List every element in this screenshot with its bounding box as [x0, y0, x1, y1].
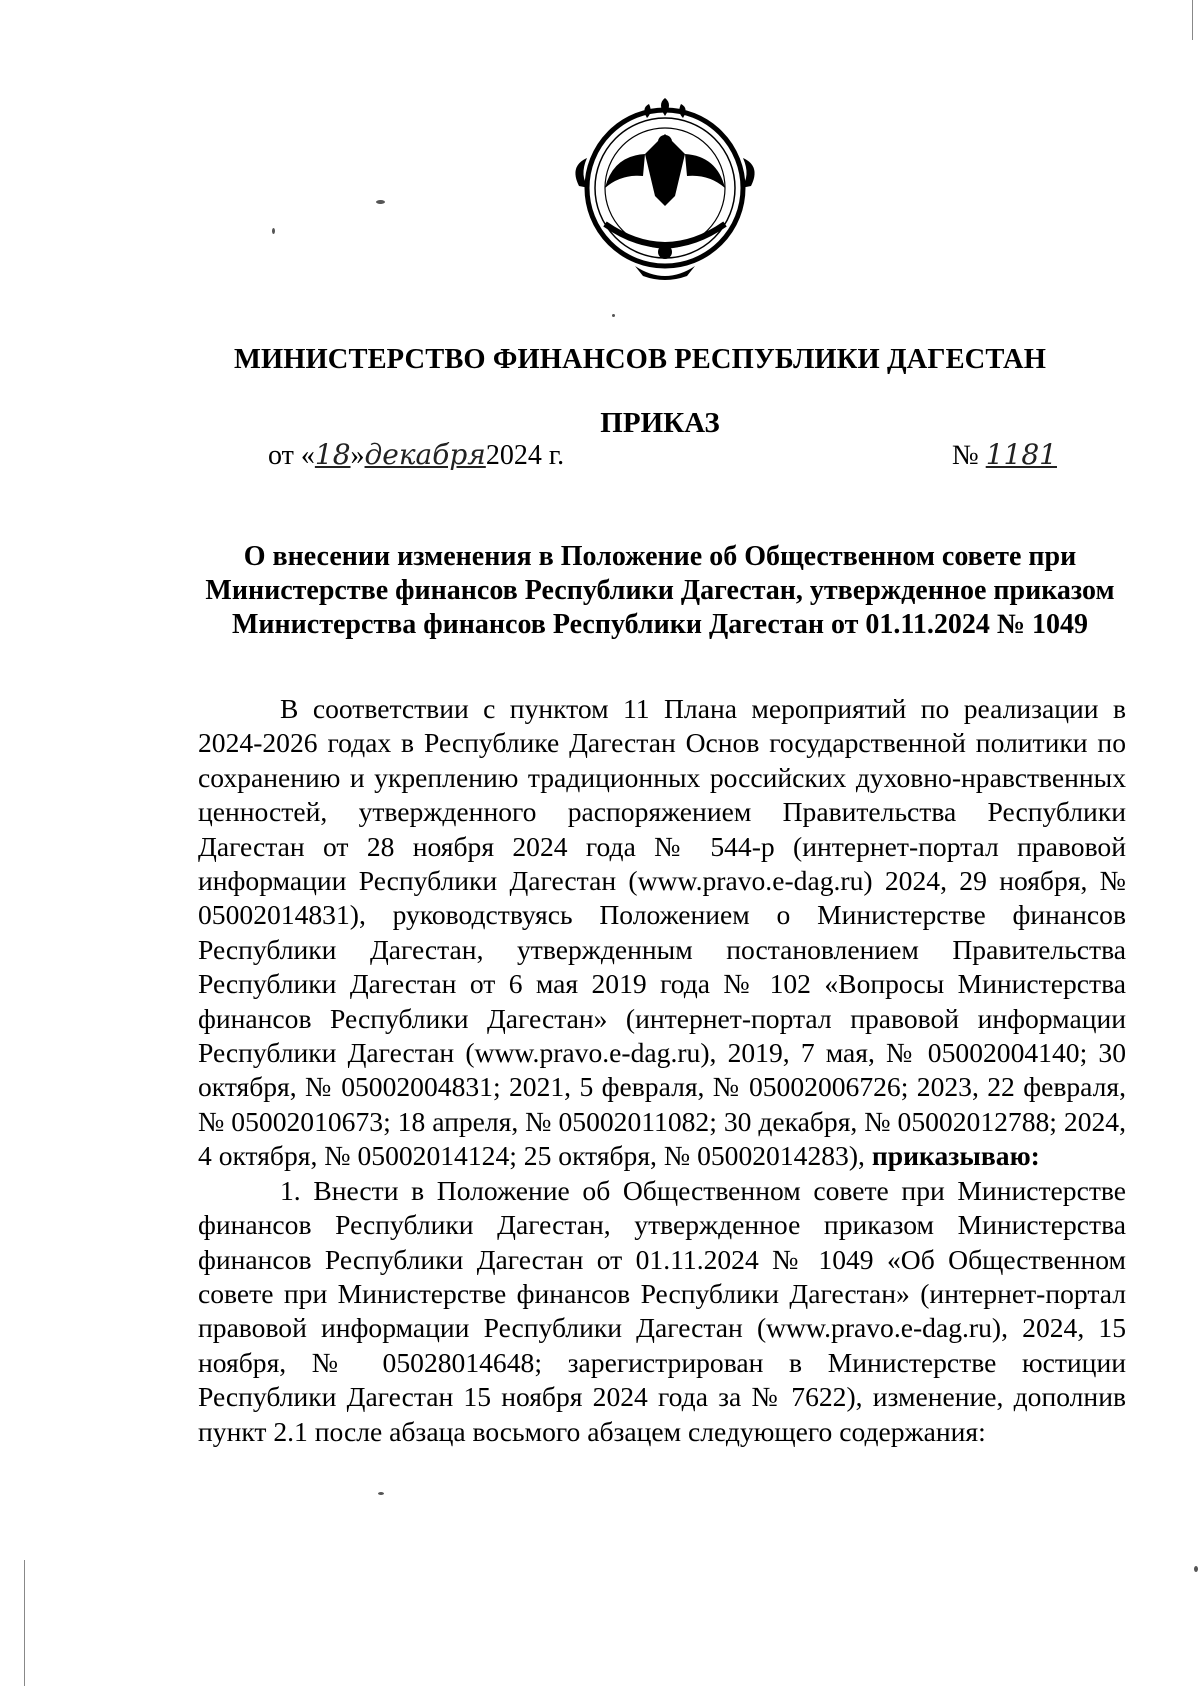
date-day-handwritten: 18 [314, 438, 351, 471]
number-prefix: № [952, 440, 986, 471]
ministry-name: МИНИСТЕРСТВО ФИНАНСОВ РЕСПУБЛИКИ ДАГЕСТАН [233, 344, 1047, 375]
number-value-handwritten: 1181 [985, 438, 1057, 471]
order-date [268, 438, 564, 472]
paragraph-item-1: 1. Внести в Положение об Общественном совете при Министерстве финансов Республики Дагестан, утвержденное приказом Министерства финансов Республики Дагестан от 01.11.2024 № 1049 «Об Общественном совете при Министерстве финансов Республики Дагестан» (интернет-портал правовой информации Республики Дагестан (www.pravo.e-dag.ru), 2024, 15 ноября, № 05028014648; зарегистрирован в Министерстве юстиции Республики Дагестан 15 ноября 2024 года за № 7622), изменение, дополнив пункт 2.1 после абзаца восьмого абзацем следующего содержания: [198, 1174, 1126, 1447]
date-quote: » [350, 440, 365, 471]
scan-speck [378, 1492, 384, 1495]
scan-speck [1194, 1566, 1198, 1572]
date-prefix: от « [268, 440, 315, 471]
paragraph-preamble [198, 692, 1126, 1174]
dagestan-coat-of-arms-emblem [565, 96, 765, 286]
date-month-handwritten: декабря [364, 438, 486, 471]
order-body [198, 692, 1126, 1449]
preamble-text: В соответствии с пунктом 11 Плана мероприятий по реализации в 2024-2026 годах в Республике Дагестан Основ государственной политики по сохранению и укреплению традиционных российских духовно-нравственных ценностей, утвержденного распоряжением Правительства Республики Дагестан от 28 ноября 2024 года № 544-р (интернет-портал правовой информации Республики Дагестан (www.pravo.e-dag.ru) 2024, 29 ноября, № 05002014831), руководствуясь Положением о Министерстве финансов Республики Дагестан, утвержденным постановлением Правительства Республики Дагестан от 6 мая 2019 года № 102 «Вопросы Министерства финансов Республики Дагестан» (интернет-портал правовой информации Республики Дагестан (www.pravo.e-dag.ru), 2019, 7 мая, № 05002004140; 30 октября, № 05002004831; 2021, 5 февраля, № 05002006726; 2023, 22 февраля, № 05002010673; 18 апреля, № 05002011082; 30 декабря, № 05002012788; 2024, 4 октября, № 05002014124; 25 октября, № 05002014283), [198, 693, 1126, 1172]
document-type-title: ПРИКАЗ [600, 407, 720, 439]
scan-edge-line [1192, 0, 1193, 40]
order-number [952, 438, 1057, 472]
date-year: 2024 г. [485, 440, 565, 471]
order-subject: О внесении изменения в Положение об Общественном совете при Министерстве финансов Республики Дагестан, утвержденное приказом Министерства финансов Республики Дагестан от 01.11.2024 № 1049 [205, 541, 1115, 640]
scan-speck [376, 200, 385, 204]
scan-speck [612, 314, 615, 317]
scan-edge-line [24, 1560, 25, 1686]
order-verb: приказываю: [864, 1140, 1040, 1172]
scan-speck [272, 228, 275, 234]
